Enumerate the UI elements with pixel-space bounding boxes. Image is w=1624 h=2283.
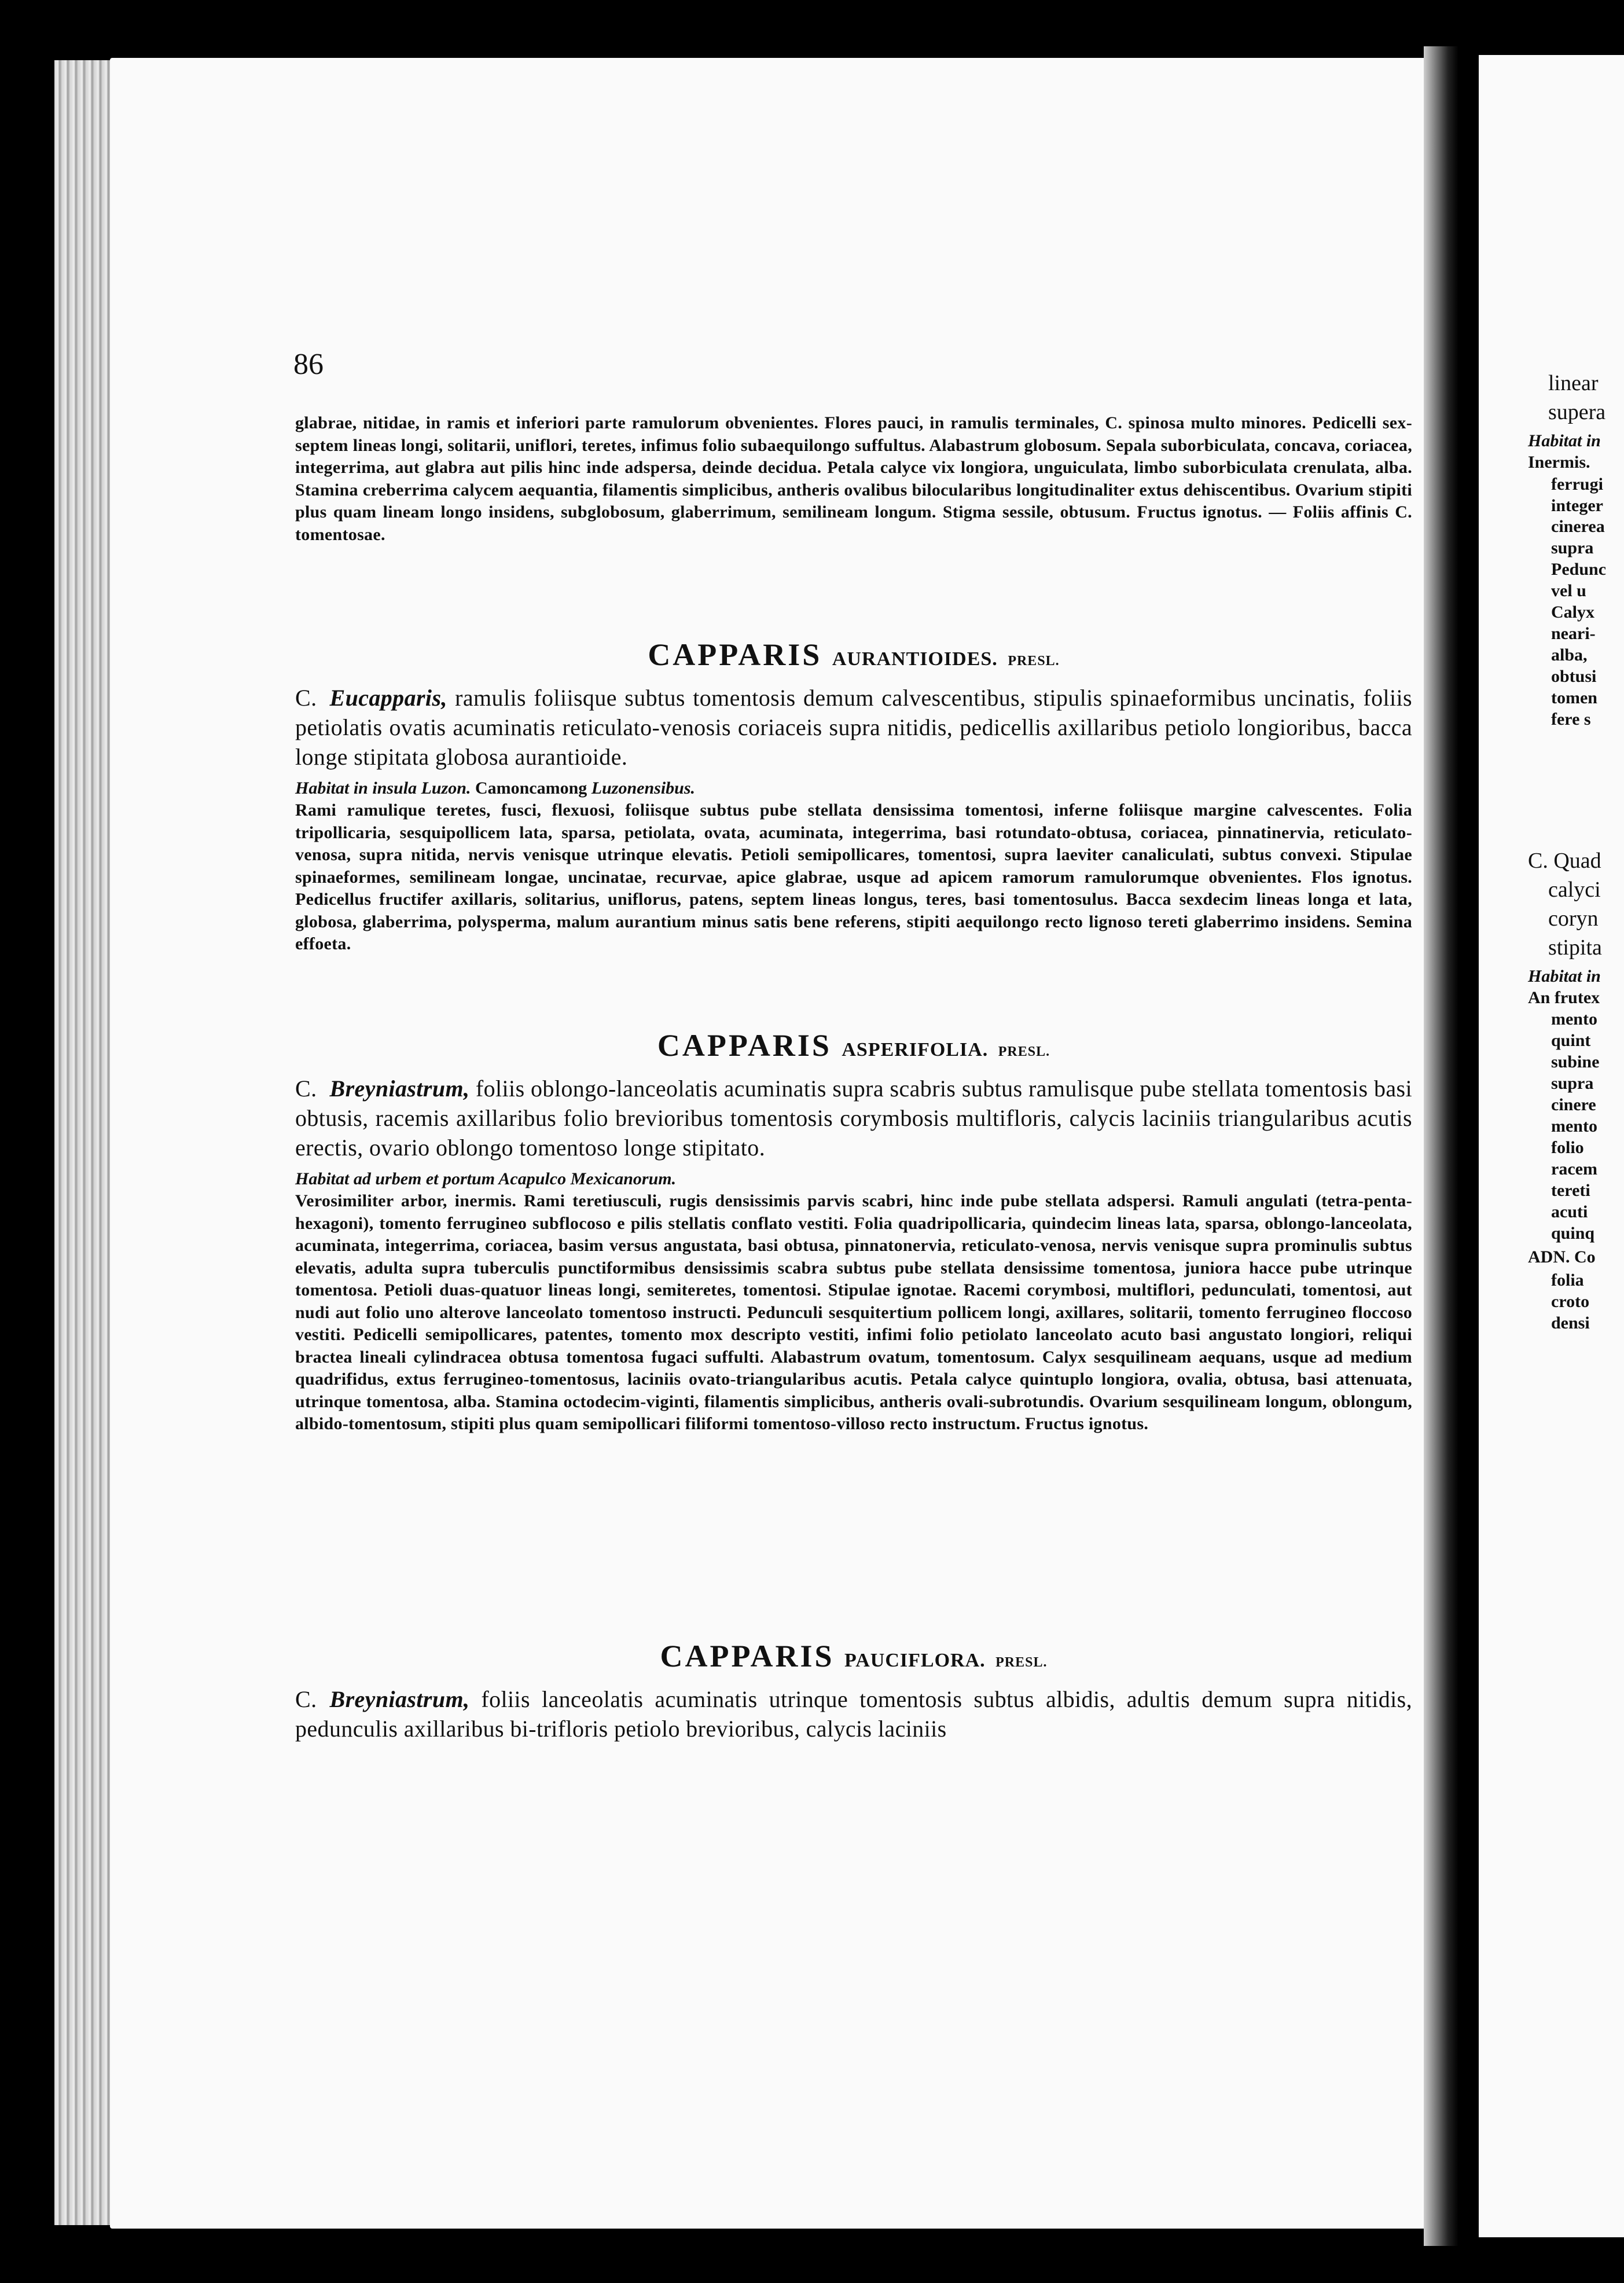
- right-page-line: An frutex: [1528, 988, 1600, 1007]
- right-page-line: ADN. Co: [1528, 1247, 1596, 1267]
- continuation-paragraph: glabrae, nitidae, in ramis et inferiori parte ramulorum obvenientes. Flores pauci, in ramulis terminales, C. spinosa multo minores. Pedicelli sex-septem lineas longi, solitarii, uniflori, teretes, infimus folio subaequilongo suffultus. Alabastrum globosum. Sepala suborbiculata, concava, coriacea, integerrima, aut glabra aut pilis hinc inde adspersa, deinde decidua. Petala calyce vix longiora, unguiculata, limbo suborbiculata crenulata, alba. Stamina creberrima calycem aequantia, filamentis simplicibus, antheris ovalibus bilocularibus longitudinaliter extus dehiscentibus. Ovarium stipiti plus quam lineam longo insidens, subglobosum, glaberrimum, semilineam longum. Stigma sessile, obtusum. Fructus ignotus. — Foliis affinis C. tomentosae.: [295, 413, 1412, 544]
- species-description: Rami ramulique teretes, fusci, flexuosi, foliisque subtus pube stellata densissima tomentosi, inferne foliisque margine calvescentes. Folia tripollicaria, sesquipollicem lata, sparsa, petiolata, ovata, acuminata, integerrima, basi rotundato-obtusa, coriacea, pinnatinervia, reticulato-venosa, supra nitida, nervis venisque utrinque elevatis. Petioli semipollicares, tomentosi, supra laeviter canaliculati, subtus convexi. Stipulae spinaeformes, semilineam longae, uncinatae, recurvae, apice glabrae, usque ad apicem ramorum ramulorumque obvenientes. Flos ignotus. Pedicellus fructifer axillaris, solitarius, uniflorus, patens, septem lineas longus, teres, basi tomentosulus. Bacca sexdecim lineas longa et lata, globosa, glaberrima, polysperma, malum aurantium minus satis bene referens, stipiti aequilongo recto lignoso tereti glaberrimo insidens. Semina effoeta.: [295, 801, 1412, 953]
- habitat-tail: Luzonensibus.: [591, 779, 696, 798]
- genus-name: CAPPARIS: [657, 1028, 832, 1063]
- section-name: Breyniastrum,: [329, 1686, 470, 1712]
- right-page-line: folio: [1551, 1138, 1584, 1157]
- diagnosis-prefix: C.: [295, 685, 317, 711]
- section-name: Breyniastrum,: [329, 1076, 470, 1102]
- right-page-line: acuti: [1551, 1202, 1588, 1221]
- right-page-line: Pedunc: [1551, 560, 1607, 579]
- right-page-line: vel u: [1551, 581, 1586, 600]
- species-heading: [295, 1027, 1412, 1063]
- species-description: Verosimiliter arbor, inermis. Rami teretiusculi, rugis densissimis parvis scabri, hinc inde pube stellata adspersi. Ramuli angulati (tetra-penta-hexagoni), tomento ferrugineo subflocoso e pilis stellatis conflato vestiti. Folia quadripollicaria, quindecim lineas lata, sparsa, oblongo-lanceolata, acuminata, integerrima, coriacea, basim versus angustata, basi obtusa, pinnatonervia, reticulato-venosa, nervis venisque supra prominulis subtus elevatis, adulta supra tuberculis punctiformibus densissimis scabra subtus pube stellata densissime tomentosa, juniora hacce pube utrinque tomentosa. Petioli duas-quatuor lineas longi, semiteretes, tomentosi. Stipulae ignotae. Racemi corymbosi, multiflori, pedunculati, tomentosi, aut nudi aut folio uno alterove lanceolato tomentoso instructi. Pedunculi sesquitertium pollicem longi, axillares, solitarii, tomento ferrugineo floccoso vestiti. Pedicelli semipollicares, patentes, tomento mox descripto vestiti, infimi folio petiolato lanceolato acuto basi angustato longiori, reliqui bractea lineali cylindracea obtusa tomentosa fugaci suffulti. Alabastrum ovatum, tomentosum. Calyx sesquilineam aequans, usque ad medium quadrifidus, extus ferrugineo-tomentosus, laciniis ovato-triangularibus acutis. Petala calyce quintuplo longiora, ovalia, obtusa, basi attenuata, utrinque tomentosa, alba. Stamina octodecim-viginti, filamentis simplicibus, antheris ovali-subrotundis. Ovarium sesquilineam longum, oblongum, albido-tomentosum, stipiti plus quam semipollicari filiformi tomentoso-villoso recto instructum. Fructus ignotus.: [295, 1191, 1412, 1433]
- right-page-line: racem: [1551, 1159, 1597, 1179]
- habitat-label: Habitat ad urbem et portum Acapulco Mexicanorum.: [295, 1169, 677, 1188]
- habitat-line: [295, 777, 1412, 799]
- right-page-line: subine: [1551, 1052, 1600, 1071]
- right-page-line: cinerea: [1551, 517, 1605, 536]
- species-diagnosis: [295, 683, 1412, 772]
- habitat-label: Habitat in insula Luzon.: [295, 779, 471, 798]
- species-diagnosis: [295, 1684, 1412, 1744]
- right-page-line: coryn: [1548, 906, 1599, 931]
- right-page-line: tomen: [1551, 688, 1597, 707]
- right-page: [1479, 55, 1624, 2237]
- right-page-line: obtusi: [1551, 667, 1597, 686]
- right-page-line: tereti: [1551, 1181, 1590, 1200]
- right-page-line: croto: [1551, 1292, 1590, 1311]
- continuation-block: [295, 412, 1412, 546]
- right-page-line: mento: [1551, 1117, 1597, 1136]
- right-page-line: fere s: [1551, 710, 1591, 729]
- genus-name: CAPPARIS: [648, 637, 822, 672]
- genus-name: CAPPARIS: [660, 1639, 835, 1673]
- right-page-line: C. Quad: [1528, 849, 1601, 873]
- right-page-line: supra: [1551, 1074, 1594, 1093]
- right-page-line: neari-: [1551, 624, 1596, 643]
- species-heading: [295, 1638, 1412, 1674]
- right-page-line: supera: [1548, 400, 1606, 424]
- right-page-line: ferrugi: [1551, 475, 1603, 494]
- right-page-line: quinq: [1551, 1224, 1595, 1243]
- species-author: PRESL.: [1008, 654, 1060, 669]
- diagnosis-prefix: C.: [295, 1076, 317, 1102]
- right-page-line: quint: [1551, 1031, 1591, 1050]
- right-page-line: supra: [1551, 538, 1594, 557]
- right-page-line: calyci: [1548, 878, 1601, 902]
- book-gutter: [1424, 46, 1458, 2246]
- species-diagnosis: [295, 1074, 1412, 1162]
- right-page-line: Inermis.: [1528, 453, 1590, 472]
- diagnosis-prefix: C.: [295, 1686, 317, 1712]
- right-page-line: folia: [1551, 1271, 1584, 1290]
- species-heading: [295, 637, 1412, 673]
- right-page-line: cinere: [1551, 1095, 1596, 1114]
- right-page-line: mento: [1551, 1010, 1597, 1029]
- right-page-line: stipita: [1548, 935, 1602, 960]
- right-page-line: Habitat in: [1528, 431, 1601, 450]
- species-pauciflora: [295, 1638, 1412, 1744]
- right-page-line: alba,: [1551, 645, 1588, 665]
- diagnosis-text: ramulis foliisque subtus tomentosis demum calvescentibus, stipulis spinaeformibus uncinatis, foliis petiolatis ovatis acuminatis reticulato-venosis coriaceis supra nitidis, pedicellis axillaribus petiolo longioribus, bacca longe stipitata globosa aurantioide.: [295, 685, 1412, 770]
- species-asperifolia: [295, 1027, 1412, 1436]
- habitat-line: [295, 1168, 1412, 1190]
- right-page-line: linear: [1548, 371, 1599, 395]
- page-number: 86: [293, 348, 324, 381]
- page-edges: [54, 60, 118, 2225]
- species-aurantioides: [295, 637, 1412, 956]
- diagnosis-text: foliis oblongo-lanceolatis acuminatis supra scabris subtus ramulisque pube stellata tomentosis basi obtusis, racemis axillaribus folio brevioribus tomentosis corymbosis multifloris, calycis laciniis triangularibus acutis erectis, ovario oblongo tomentoso longe stipitato.: [295, 1076, 1412, 1161]
- right-page-line: integer: [1551, 496, 1603, 515]
- species-author: PRESL.: [998, 1044, 1050, 1059]
- diagnosis-text: foliis lanceolatis acuminatis utrinque tomentosis subtus albidis, adultis demum supra nitidis, pedunculis axillaribus bi-trifloris petiolo brevioribus, calycis laciniis: [295, 1686, 1412, 1742]
- species-author: PRESL.: [995, 1655, 1048, 1670]
- right-page-line: Calyx: [1551, 603, 1594, 622]
- species-epithet: PAUCIFLORA.: [844, 1650, 986, 1671]
- right-page-line: Habitat in: [1528, 967, 1601, 986]
- habitat-rest: Camoncamong: [475, 779, 587, 798]
- species-epithet: AURANTIOIDES.: [832, 648, 998, 670]
- section-name: Eucapparis,: [329, 685, 447, 711]
- species-epithet: ASPERIFOLIA.: [842, 1039, 989, 1060]
- right-page-line: densi: [1551, 1313, 1590, 1333]
